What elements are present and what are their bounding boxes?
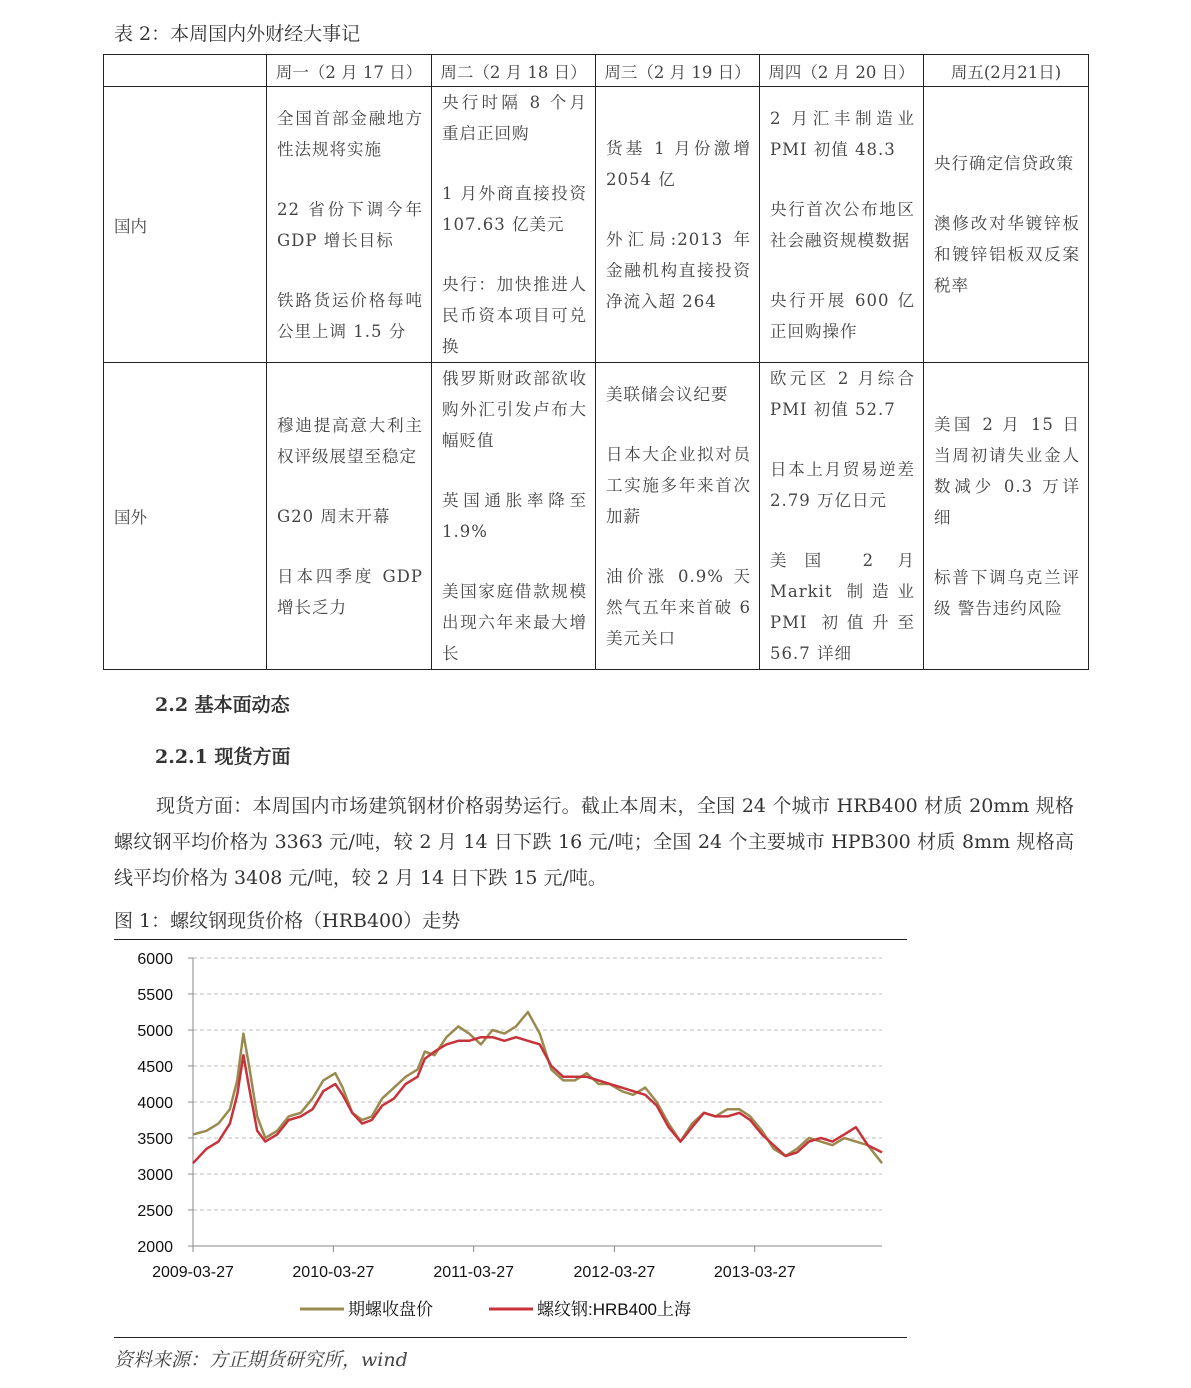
event-item: 日本大企业拟对员工实施多年来首次加薪	[606, 444, 751, 526]
y-tick-label: 2000	[137, 1239, 173, 1256]
y-tick-label: 3000	[137, 1167, 173, 1184]
table-row-domestic	[104, 87, 1089, 363]
y-tick-label: 3500	[137, 1131, 173, 1148]
event-item: 22 省份下调今年 GDP 增长目标	[277, 199, 423, 250]
event-item: 全国首部金融地方性法规将实施	[277, 108, 423, 159]
section-heading: 2.2 基本面动态	[155, 694, 290, 716]
x-tick-label: 2012-03-27	[573, 1264, 656, 1281]
header-cell-friday: 周五(2月21日)	[924, 55, 1089, 87]
event-item: 央行：加快推进人民币资本项目可兑换	[442, 275, 587, 356]
header-cell-tuesday: 周二（2 月 18 日）	[432, 55, 596, 87]
x-tick-label: 2011-03-27	[433, 1264, 515, 1281]
event-item: 油价涨 0.9% 天然气五年来首破 6 美元关口	[606, 566, 751, 648]
source-note: 资料来源：方正期货研究所，wind	[114, 1349, 408, 1371]
y-tick-label: 2500	[137, 1203, 173, 1220]
y-tick-label: 5500	[137, 987, 173, 1004]
cell-foreign-thursday	[760, 363, 924, 670]
cell-foreign-friday	[924, 363, 1089, 670]
event-item: G20 周末开幕	[277, 506, 391, 526]
figure-top-rule	[114, 939, 907, 940]
row-label-domestic: 国内	[104, 87, 267, 363]
event-item: 俄罗斯财政部欲收购外汇引发卢布大幅贬值	[442, 369, 587, 450]
event-item: 央行确定信贷政策	[934, 154, 1074, 173]
cell-domestic-wednesday	[596, 87, 760, 363]
event-item: 货基 1 月份激增 2054 亿	[606, 138, 751, 189]
y-tick-label: 4500	[137, 1059, 173, 1076]
cell-foreign-wednesday	[596, 363, 760, 670]
body-paragraph: 现货方面：本周国内市场建筑钢材价格弱势运行。截止本周末，全国 24 个城市 HRB400 材质 20mm 规格螺纹钢平均价格为 3363 元/吨，较 2 月 14 日下跌 16 元/吨；全国 24 个主要城市 HPB300 材质 8mm 规格高线平均价格为 3408 元/吨，较 2 月 14 日下跌 15 元/吨。	[114, 795, 1074, 889]
y-tick-label: 4000	[137, 1095, 173, 1112]
event-item: 日本上月贸易逆差 2.79 万亿日元	[770, 460, 915, 510]
cell-domestic-friday	[924, 87, 1089, 363]
event-item: 美国 2 月 Markit 制造业 PMI 初值升至 56.7 详细	[770, 551, 915, 663]
header-cell-blank	[104, 55, 267, 87]
cell-domestic-thursday	[760, 87, 924, 363]
x-tick-label: 2013-03-27	[713, 1264, 796, 1281]
table-header-row	[104, 55, 1089, 87]
table-title: 表 2：本周国内外财经大事记	[114, 23, 361, 45]
event-item: 央行首次公布地区社会融资规模数据	[770, 199, 915, 250]
subsection-heading: 2.2.1 现货方面	[155, 746, 291, 768]
event-item: 美国 2 月 15 日当周初请失业金人数减少 0.3 万详细	[934, 414, 1080, 527]
legend-label: 螺纹钢:HRB400上海	[537, 1300, 691, 1319]
x-tick-label: 2010-03-27	[292, 1264, 375, 1281]
event-item: 日本四季度 GDP 增长乏力	[277, 566, 423, 617]
event-item: 铁路货运价格每吨公里上调 1.5 分	[277, 290, 423, 341]
figure-title: 图 1：螺纹钢现货价格（HRB400）走势	[114, 910, 461, 932]
legend-label: 期螺收盘价	[348, 1300, 433, 1319]
table-row-foreign	[104, 363, 1089, 670]
event-item: 标普下调乌克兰评级 警告违约风险	[934, 567, 1080, 618]
event-item: 美国家庭借款规模出现六年来最大增长	[442, 582, 587, 663]
x-tick-label: 2009-03-27	[152, 1264, 234, 1281]
y-tick-label: 5000	[137, 1023, 173, 1040]
event-item: 1 月外商直接投资 107.63 亿美元	[442, 184, 587, 234]
rebar-price-chart	[114, 941, 907, 1335]
header-cell-wednesday: 周三（2 月 19 日）	[596, 55, 760, 87]
event-item: 美联储会议纪要	[606, 384, 729, 404]
series-line-spot	[193, 1037, 882, 1163]
event-item: 澳修改对华镀锌板和镀锌铝板双反案税率	[934, 214, 1080, 295]
series-line-futures	[193, 1012, 882, 1163]
event-item: 欧元区 2 月综合 PMI 初值 52.7	[770, 369, 915, 419]
cell-domestic-tuesday	[432, 87, 596, 363]
event-item: 外汇局:2013 年金融机构直接投资净流入超 264	[606, 229, 751, 311]
event-item: 2 月汇丰制造业 PMI 初值 48.3	[770, 108, 915, 159]
event-item: 穆迪提高意大利主权评级展望至稳定	[277, 415, 423, 466]
event-item: 央行开展 600 亿正回购操作	[770, 290, 915, 341]
y-tick-label: 6000	[137, 951, 173, 968]
events-table	[103, 54, 1089, 670]
header-cell-thursday: 周四（2 月 20 日）	[760, 55, 924, 87]
cell-domestic-monday	[267, 87, 432, 363]
event-item: 英国通胀率降至 1.9%	[442, 491, 587, 541]
cell-foreign-monday	[267, 363, 432, 670]
figure-bottom-rule	[114, 1337, 907, 1338]
event-item: 央行时隔 8 个月重启正回购	[442, 93, 587, 143]
row-label-foreign: 国外	[104, 363, 267, 670]
cell-foreign-tuesday	[432, 363, 596, 670]
header-cell-monday: 周一（2 月 17 日）	[267, 55, 432, 87]
